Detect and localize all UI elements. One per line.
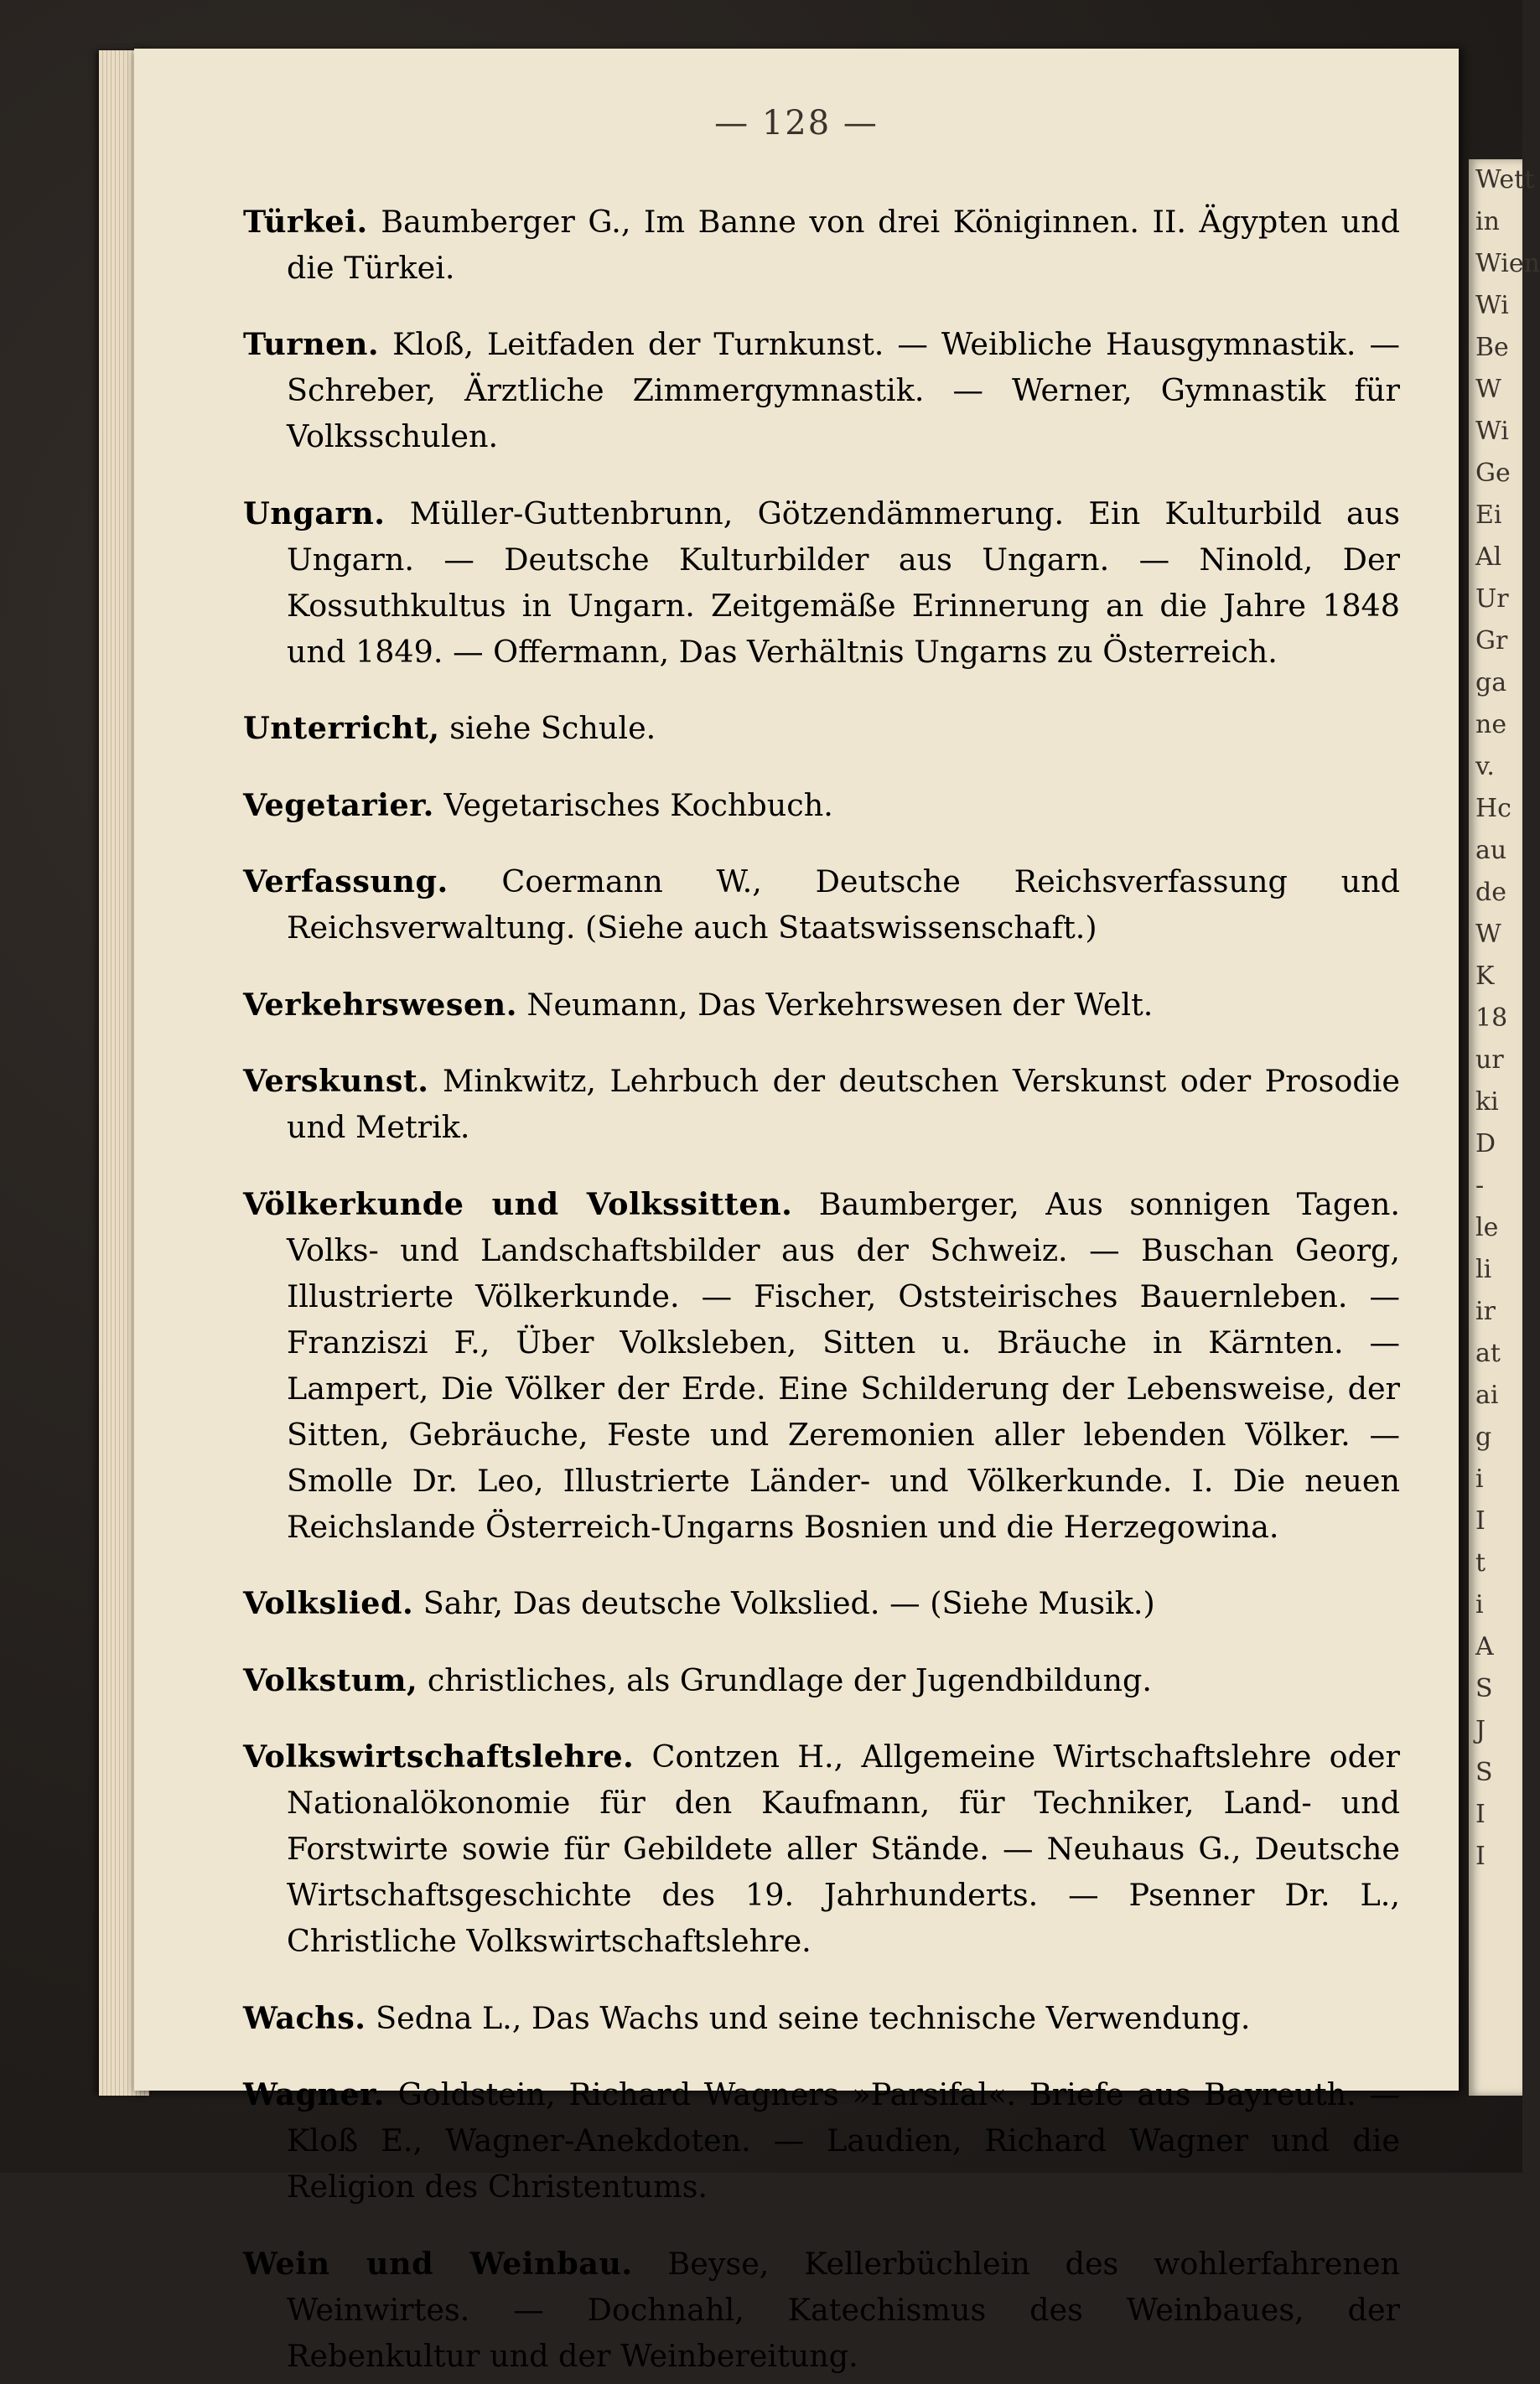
next-page-fragment: i [1475,1590,1484,1620]
index-entry [243,1657,1400,1703]
entry-text: Goldstein, Richard Wagners »Parsifal«. Briefe aus Bayreuth. — Kloß E., Wagner-Anekdoten. — Laudien, Richard Wagner und die Religion des Christentums. [287,2076,1400,2205]
next-page-fragment: D [1475,1129,1496,1158]
next-page-fragment: S [1475,1674,1493,1703]
index-entry [243,705,1400,751]
index-entry [243,2071,1400,2210]
entry-headword: Verfassung. [243,863,449,899]
entry-text: Vegetarisches Kochbuch. [433,786,833,823]
entry-text: Baumberger, Aus sonnigen Tagen. Volks- und Landschaftsbilder aus der Schweiz. — Buschan Georg, Illustrierte Völkerkunde. — Fischer, Oststeirisches Bauernleben. — Franziszi F., Über Volksleben, Sitten u. Bräuche in Kärnten. — Lampert, Die Völker der Erde. Eine Schilderung der Lebensweise, der Sitten, Gebräuche, Feste und Zeremonien aller lebenden Völker. — Smolle Dr. Leo, Illustrierte Länder- und Völkerkunde. I. Die neuen Reichslande Österreich-Ungarns Bosnien und die Herzegowina. [287,1185,1400,1545]
entry-headword: Wachs. [243,1999,366,2036]
entry-headword: Unterricht, [243,710,440,746]
entry-text: Neumann, Das Verkehrswesen der Welt. [516,986,1154,1023]
next-page-fragment: au [1475,836,1507,865]
next-page-fragment: Ur [1475,584,1509,614]
entry-text: Sahr, Das deutsche Volkslied. — (Siehe Musik.) [413,1585,1155,1621]
entry-text: Sedna L., Das Wachs und seine technische Verwendung. [366,1999,1251,2036]
index-entry [243,858,1400,951]
next-page-fragment: I [1475,1506,1486,1536]
next-page-fragment: Hc [1475,794,1511,823]
entry-headword: Ungarn. [243,495,386,531]
next-page-fragment: ir [1475,1297,1496,1326]
entry-headword: Turnen. [243,326,380,362]
next-page-fragment: t [1475,1548,1486,1578]
entry-text: Kloß, Leitfaden der Turnkunst. — Weibliche Hausgymnastik. — Schreber, Ärztliche Zimmergymnastik. — Werner, Gymnastik für Volksschulen. [287,326,1400,454]
entry-headword: Volkswirtschaftslehre. [243,1739,635,1775]
entry-headword: Wein und Weinbau. [243,2245,633,2282]
next-page-fragment: Ei [1475,500,1502,530]
next-page-fragment: Be [1475,333,1509,362]
next-page-fragment: Ge [1475,459,1511,488]
entry-headword: Völkerkunde und Volkssitten. [243,1185,793,1222]
index-entry [243,199,1400,291]
next-page-fragment: v. [1475,752,1495,781]
next-page-fragment: ur [1475,1045,1504,1075]
entry-headword: Verkehrswesen. [243,986,517,1023]
next-page-fragment: Wi [1475,417,1509,446]
entry-headword: Wagner. [243,2076,385,2112]
entry-text: Baumberger G., Im Banne von drei Königinnen. II. Ägypten und die Türkei. [287,203,1400,286]
entry-headword: Volkstum, [243,1661,418,1698]
entry-text: Minkwitz, Lehrbuch der deutschen Verskunst oder Prosodie und Metrik. [287,1063,1400,1145]
next-page-fragment: in [1475,207,1500,236]
index-entry [243,1995,1400,2041]
next-page-fragment: ki [1475,1087,1499,1117]
next-page-fragment: W [1475,375,1501,404]
next-page-edge [1469,159,1540,2096]
next-page-fragment: li [1475,1255,1492,1284]
next-page-fragment: Wi [1475,291,1509,320]
entry-headword: Verskunst. [243,1063,429,1099]
entry-headword: Vegetarier. [243,786,434,823]
index-entry [243,782,1400,828]
next-page-fragment: - [1475,1171,1485,1200]
next-page-fragment: I [1475,1842,1486,1871]
index-entry [243,490,1400,675]
index-entry [243,1058,1400,1150]
next-page-fragment: ga [1475,668,1507,697]
entry-text: Beyse, Kellerbüchlein des wohlerfahrenen Weinwirtes. — Dochnahl, Katechismus des Weinbaues, der Rebenkultur und der Weinbereitung. [287,2245,1400,2374]
entry-text: christliches, als Grundlage der Jugendbildung. [417,1661,1152,1698]
next-page-fragment: K [1475,961,1495,991]
index-entry [243,1580,1400,1626]
next-page-fragment: Wien [1475,249,1540,278]
entry-text: siehe Schule. [439,710,656,746]
next-page-fragment: at [1475,1339,1501,1368]
next-page-fragment: g [1475,1423,1492,1452]
next-page-fragment: W [1475,920,1501,949]
next-page-fragment: i [1475,1464,1484,1494]
next-page-fragment: J [1475,1716,1486,1745]
next-page-fragment: A [1475,1632,1494,1661]
next-page-fragment: Wett [1475,165,1535,194]
next-page-fragment: de [1475,878,1506,907]
index-entry [243,1181,1400,1550]
entry-list [243,168,1400,2384]
next-page-fragment: Al [1475,542,1502,572]
entry-text: Coermann W., Deutsche Reichsverfassung und Reichsverwaltung. (Siehe auch Staatswissenschaft.) [287,863,1400,946]
entry-text: Contzen H., Allgemeine Wirtschaftslehre oder Nationalökonomie für den Kaufmann, für Techniker, Land- und Forstwirte sowie für Gebildete aller Stände. — Neuhaus G., Deutsche Wirtschaftsgeschichte des 19. Jahrhunderts. — Psenner Dr. L., Christliche Volkswirtschaftslehre. [287,1739,1400,1959]
index-entry [243,321,1400,459]
index-entry [243,982,1400,1028]
index-entry [243,1734,1400,1964]
entry-headword: Türkei. [243,203,368,240]
next-page-fragment: I [1475,1800,1486,1829]
next-page-fragment: ai [1475,1381,1499,1410]
entry-headword: Volkslied. [243,1585,414,1621]
next-page-fragment: Gr [1475,626,1508,656]
page-number: — 128 — [714,104,879,143]
next-page-fragment: ne [1475,710,1507,739]
entry-text: Müller-Guttenbrunn, Götzendämmerung. Ein Kulturbild aus Ungarn. — Deutsche Kulturbilder aus Ungarn. — Ninold, Der Kossuthkultus in Ungarn. Zeitgemäße Erinnerung an die Jahre 1848 und 1849. — Offermann, Das Verhältnis Ungarns zu Österreich. [287,495,1400,670]
index-entry [243,2241,1400,2379]
next-page-fragment: le [1475,1213,1499,1242]
next-page-fragment: S [1475,1758,1493,1787]
next-page-fragment: 18 [1475,1003,1508,1033]
